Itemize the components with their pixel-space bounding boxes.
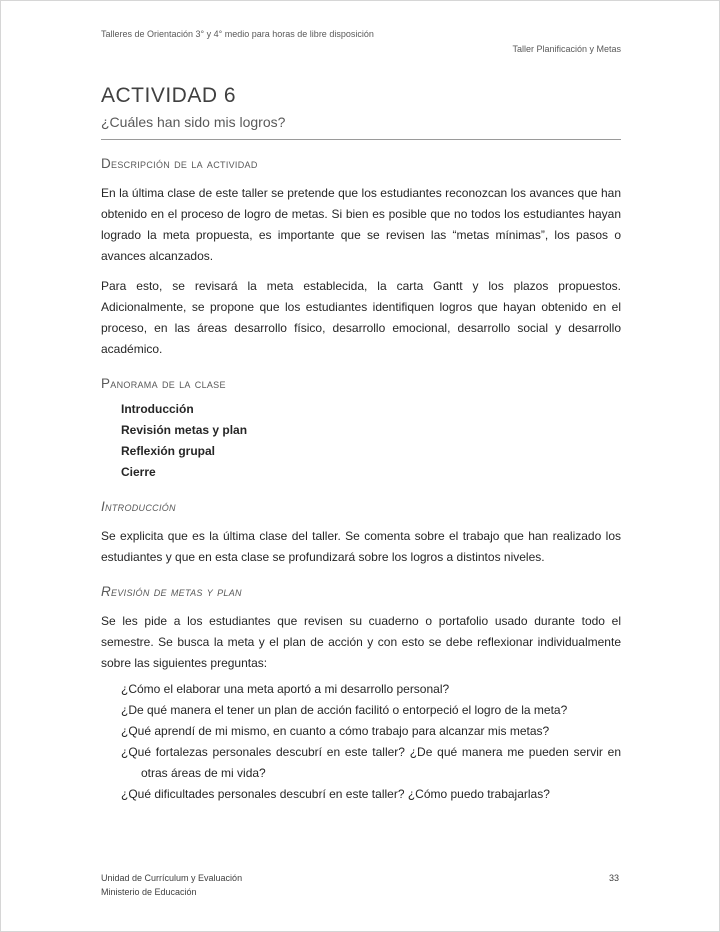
section-heading-panorama: Panorama de la clase <box>101 376 226 391</box>
question-item-4: ¿Qué fortalezas personales descubrí en este taller? ¿De qué manera me pueden servir en otras áreas de mi vida? <box>121 745 621 780</box>
page-title: ACTIVIDAD 6 <box>101 84 237 107</box>
footer-organization <box>101 871 242 899</box>
header-left-text: Talleres de Orientación 3° y 4° medio para horas de libre disposición <box>101 29 374 39</box>
document-header <box>101 29 621 54</box>
section-heading-revision: Revisión de metas y plan <box>101 584 242 599</box>
panorama-item-introduccion: Introducción <box>121 402 194 416</box>
question-item-1: ¿Cómo el elaborar una meta aportó a mi desarrollo personal? <box>121 682 450 696</box>
page-footer <box>101 871 619 899</box>
page-number: 33 <box>608 873 619 883</box>
question-item-3: ¿Qué aprendí de mi mismo, en cuanto a cómo trabajo para alcanzar mis metas? <box>121 724 550 738</box>
section-heading-descripcion: Descripción de la actividad <box>101 156 258 171</box>
paragraph-descripcion-1: En la última clase de este taller se pretende que los estudiantes reconozcan los avances que han obtenido en el proceso de logro de metas. Si bien es posible que no todos los estudiantes hayan logrado la meta propuesta, es importante que se revisen las “metas mínimas”, los pasos o avances alcanzados. <box>101 186 621 263</box>
question-item-5: ¿Qué dificultades personales descubrí en este taller? ¿Cómo puedo trabajarlas? <box>121 787 550 801</box>
panorama-item-reflexion: Reflexión grupal <box>121 444 216 458</box>
section-heading-introduccion: Introducción <box>101 499 176 514</box>
panorama-item-cierre: Cierre <box>121 465 156 479</box>
footer-org-line2: Ministerio de Educación <box>101 887 197 897</box>
footer-org-line1: Unidad de Currículum y Evaluación <box>101 873 243 883</box>
paragraph-descripcion-2: Para esto, se revisará la meta establecida, la carta Gantt y los plazos propuestos. Adicionalmente, se propone que los estudiantes identifiquen logros que hayan obtenido en el proceso, en las áreas desarrollo físico, desarrollo emocional, desarrollo social y desarrollo académico. <box>101 279 621 356</box>
header-right-text: Taller Planificación y Metas <box>512 44 621 54</box>
question-item-2: ¿De qué manera el tener un plan de acción facilitó o entorpeció el logro de la meta? <box>121 703 568 717</box>
paragraph-introduccion: Se explicita que es la última clase del taller. Se comenta sobre el trabajo que han realizado los estudiantes y que en esta clase se profundizará sobre los logros a distintos niveles. <box>101 529 621 564</box>
paragraph-revision: Se les pide a los estudiantes que revisen su cuaderno o portafolio usado durante todo el semestre. Se busca la meta y el plan de acción y con esto se debe reflexionar individualmente sobre las siguientes preguntas: <box>101 614 621 670</box>
page-subtitle: ¿Cuáles han sido mis logros? <box>101 114 621 140</box>
panorama-item-revision: Revisión metas y plan <box>121 423 248 437</box>
document-content <box>101 1 621 805</box>
question-list <box>101 679 621 805</box>
panorama-list <box>101 399 621 483</box>
